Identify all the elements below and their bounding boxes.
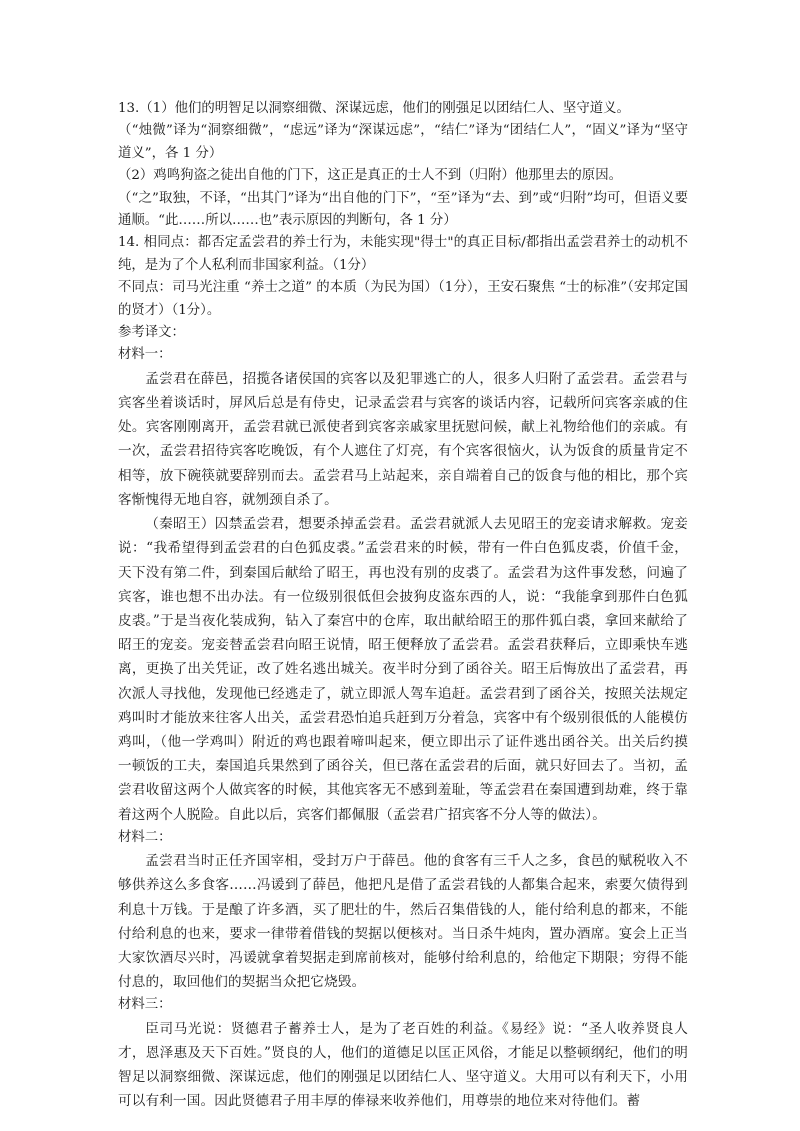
answer-13-part2-scoring-note: （“之”取独，不译，“出其门”译为“出自他的门下”，“至”译为“去、到”或“归附”均可，但语义要通顺。“此……所以……也”表示原因的判断句，各 1 分） (118, 190, 688, 229)
answer-13-part2: （2）鸡鸣狗盗之徒出自他的门下，这正是真正的士人不到（归附）他那里去的原因。 (118, 168, 622, 184)
material-2-label: 材料二： (118, 829, 172, 845)
material-3-label: 材料三： (118, 997, 172, 1013)
material-3-paragraph-1: 臣司马光说：贤德君子蓄养士人，是为了老百姓的利益。《易经》说：“圣人收养贤良人才，恩泽惠及天下百姓。”贤良的人，他们的道德足以匡正风俗，才能足以整顿纲纪，他们的明智足以洞察细微、深谋远虑，他们的刚强足以团结仁人、坚守道义。大用可以有利天下，小用可以有利一国。因此贤德君子用丰厚的俸禄来收养他们，用尊崇的地位来对待他们。蓄 (118, 1020, 688, 1110)
material-1-paragraph-1: 孟尝君在薛邑，招揽各诸侯国的宾客以及犯罪逃亡的人，很多人归附了孟尝君。孟尝君与宾客坐着谈话时，屏风后总是有侍史，记录孟尝君与宾客的谈话内容，记载所问宾客亲戚的住处。宾客刚刚离开，孟尝君就已派使者到宾客亲戚家里抚慰问候，献上礼物给他们的亲戚。有一次，孟尝君招待宾客吃晚饭，有个人遮住了灯亮，有个宾客很恼火，认为饭食的质量肯定不相等，放下碗筷就要辞别而去。孟尝君马上站起来，亲自端着自己的饭食与他的相比，那个宾客惭愧得无地自容，就刎颈自杀了。 (118, 370, 688, 508)
material-1-paragraph-2: （秦昭王）囚禁孟尝君，想要杀掉孟尝君。孟尝君就派人去见昭王的宠妾请求解救。宠妾说：“我希望得到孟尝君的白色狐皮裘。”孟尝君来的时候，带有一件白色狐皮裘，价值千金，天下没有第二件，到秦国后献给了昭王，再也没有别的皮裘了。孟尝君为这件事发愁，问遍了宾客，谁也想不出办法。有一位级别很低但会披狗皮盗东西的人，说：“我能拿到那件白色狐皮裘。”于是当夜化装成狗，钻入了秦宫中的仓库，取出献给昭王的那件狐白裘，拿回来献给了昭王的宠妾。宠妾替孟尝君向昭王说情，昭王便释放了孟尝君。孟尝君获释后，立即乘快车逃离，更换了出关凭证，改了姓名逃出城关。夜半时分到了函谷关。昭王后悔放出了孟尝君，再次派人寻找他，发现他已经逃走了，就立即派人驾车追赶。孟尝君到了函谷关，按照关法规定鸡叫时才能放来往客人出关，孟尝君恐怕追兵赶到万分着急，宾客中有个级别很低的人能模仿鸡叫，（他一学鸡叫）附近的鸡也跟着啼叫起来，便立即出示了证件逃出函谷关。出关后约摸一顿饭的工夫，秦国追兵果然到了函谷关，但已落在孟尝君的后面，就只好回去了。当初，孟尝君收留这两个人做宾客的时候，其他宾客无不感到羞耻，等孟尝君在秦国遭到劫难，终于靠着这两个人脱险。自此以后，宾客们都佩服（孟尝君广招宾客不分人等的做法）。 (118, 516, 688, 823)
answer-14-similarity: 14. 相同点：都否定孟尝君的养士行为，未能实现"得士"的真正目标/都指出孟尝君养士的动机不纯，是为了个人私利而非国家利益。（1分） (118, 235, 688, 273)
answer-14 (118, 232, 688, 322)
answer-13-part1-scoring-note: （“烛微”译为“洞察细微”，“虑远”译为“深谋远虑”，“结仁”译为“团结仁人”，“固义”译为“坚守道义”，各 1 分） (118, 123, 688, 161)
material-1-label: 材料一： (118, 347, 172, 363)
answer-13-part1: 13.（1）他们的明智足以洞察细微、深谋远虑，他们的刚强足以团结仁人、坚守道义。 (118, 101, 630, 116)
answer-14-difference: 不同点：司马光注重 “养士之道” 的本质（为民为国）（1分），王安石聚焦 “士的标准”（安邦定国的贤才）（1分）。 (118, 280, 688, 318)
document-body (118, 98, 688, 1114)
answer-13 (118, 98, 688, 232)
translation-heading: 参考译文： (118, 325, 185, 341)
reference-translation (118, 322, 688, 1114)
material-2-paragraph-1: 孟尝君当时正任齐国宰相，受封万户于薛邑。他的食客有三千人之多，食邑的赋税收入不够供养这么多食客……冯谖到了薛邑，他把凡是借了孟尝君钱的人都集合起来，索要欠债得到利息十万钱。于是酿了许多酒，买了肥壮的牛，然后召集借钱的人，能付给利息的都来，不能付给利息的也来，要求一律带着借钱的契据以便核对。当日杀牛炖肉，置办酒席。宴会上正当大家饮酒尽兴时，冯谖就拿着契据走到席前核对，能够付给利息的，给他定下期限；穷得不能付息的，取回他们的契据当众把它烧毁。 (118, 853, 688, 991)
